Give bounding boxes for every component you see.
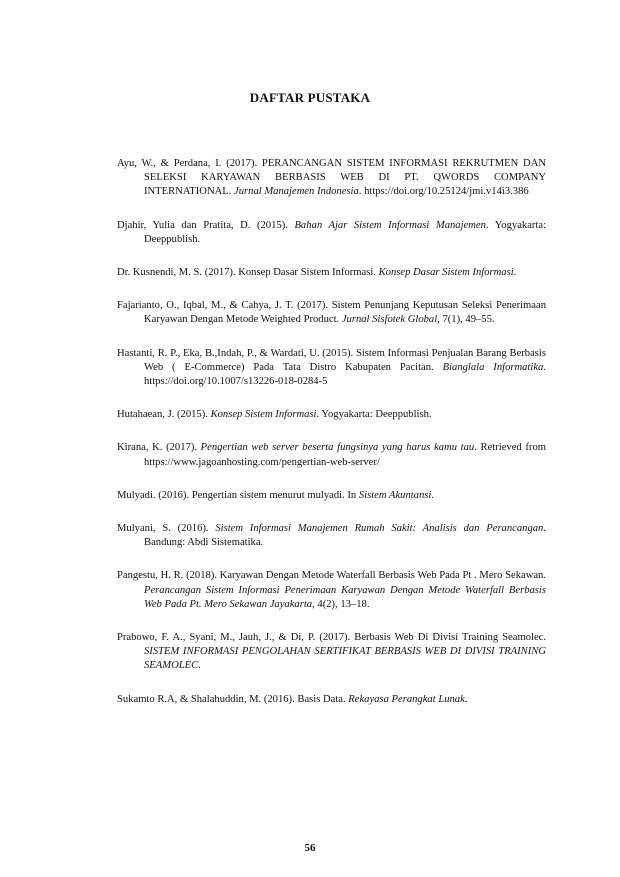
reference-source-title: Sistem Akuntansi <box>358 489 432 501</box>
reference-entry <box>117 522 546 550</box>
reference-entry <box>117 157 546 200</box>
reference-text: Hastanti, R. P., Eka, B.,Indah, P., & Wardati, U. (2015). Sistem Informasi Penjualan Barang Berbasis Web ( E-Commerce) Pada Tata Distro Kabupaten Pacitan. <box>117 347 546 373</box>
reference-text: , 7(1), 49–55. <box>437 314 495 326</box>
reference-text: , 4(2), 13–18. <box>312 598 370 610</box>
reference-text: Kirana, K. (2017). <box>117 442 201 454</box>
reference-text: Mulyadi. (2016). Pengertian sistem menurut mulyadi. In <box>117 489 359 501</box>
reference-text: Fajarianto, O., Iqbal, M., & Cahya, J. T. (2017). Sistem Penunjang Keputusan Seleksi Penerimaan Karyawan Dengan Metode Weighted Product. <box>117 300 546 326</box>
page-number: 56 <box>304 842 316 854</box>
reference-text: Ayu, W., & Perdana, I. (2017). PERANCANGAN SISTEM INFORMASI REKRUTMEN DAN SELEKSI KARYAWAN BERBASIS WEB DI PT. QWORDS COMPANY INTERNATIONAL. <box>117 158 546 198</box>
reference-text: . Yogyakarta: Deeppublish. <box>144 219 547 245</box>
reference-text: . https://doi.org/10.1007/s13226-018-0284-5 <box>144 361 546 388</box>
reference-text: . https://doi.org/10.25124/jmi.v14i3.386 <box>358 186 529 198</box>
reference-entry <box>117 489 546 503</box>
reference-text: . Retrieved from https://www.jagoanhosting.com/pengertian-web-server/ <box>144 442 546 468</box>
reference-text: Prabowo, F. A., Syani, M., Jauh, J., & Di, P. (2017). Berbasis Web Di Divisi Training Seamolec. <box>117 632 546 644</box>
reference-entry <box>117 631 546 674</box>
reference-source-title: Pengertian web server beserta fungsinya yang harus kamu tau <box>200 442 475 454</box>
reference-text: . <box>431 489 435 501</box>
reference-list <box>117 157 546 726</box>
reference-text: . Yogyakarta: Deeppublish. <box>316 409 432 421</box>
reference-source-title: Jurnal Sisfotek Global <box>341 314 438 326</box>
reference-source-title: Bahan Ajar Sistem Informasi Manajemen <box>294 219 486 231</box>
reference-entry <box>117 299 546 327</box>
reference-source-title: Sistem Informasi Manajemen Rumah Sakit: Analisis dan Perancangan <box>215 523 544 535</box>
reference-source-title: Bianglala Informatika <box>442 361 544 373</box>
reference-text: Sukamto R.A, & Shalahuddin, M. (2016). Basis Data. <box>117 693 349 705</box>
reference-text: . <box>513 267 517 279</box>
reference-text: Hutahaean, J. (2015). <box>117 409 211 421</box>
reference-source-title: SISTEM INFORMASI PENGOLAHAN SERTIFIKAT BERBASIS WEB DI DIVISI TRAINING SEAMOLEC <box>144 646 546 672</box>
reference-entry <box>117 347 546 390</box>
reference-source-title: Konsep Dasar Sistem Informasi <box>378 267 514 279</box>
reference-entry <box>117 219 546 247</box>
reference-source-title: Perancangan Sistem Informasi Penerimaan Karyawan Dengan Metode Waterfall Berbasis Web Pada Pt. Mero Sekawan Jayakarta <box>144 584 546 610</box>
reference-source-title: Jurnal Manajemen Indonesia <box>234 186 359 198</box>
reference-text: Djahir, Yulia dan Pratita, D. (2015). <box>117 219 295 231</box>
reference-text: . <box>464 693 468 705</box>
reference-text: . Bandung: Abdi Sistematika. <box>144 523 546 549</box>
page-title: DAFTAR PUSTAKA <box>249 90 371 105</box>
reference-entry <box>117 693 546 707</box>
reference-entry <box>117 569 546 612</box>
reference-source-title: Rekayasa Perangkat Lunak <box>348 693 465 705</box>
reference-text: Dr. Kusnendi, M. S. (2017). Konsep Dasar Sistem Informasi. <box>117 267 379 279</box>
reference-source-title: Konsep Sistem Informasi <box>210 409 317 421</box>
reference-text: Mulyani, S. (2016). <box>117 523 216 535</box>
reference-entry <box>117 266 546 280</box>
reference-entry <box>117 408 546 422</box>
reference-text: . <box>198 660 201 672</box>
reference-text: Pangestu, H. R. (2018). Karyawan Dengan Metode Waterfall Berbasis Web Pada Pt . Mero Sekawan. <box>117 570 546 582</box>
reference-entry <box>117 441 546 469</box>
